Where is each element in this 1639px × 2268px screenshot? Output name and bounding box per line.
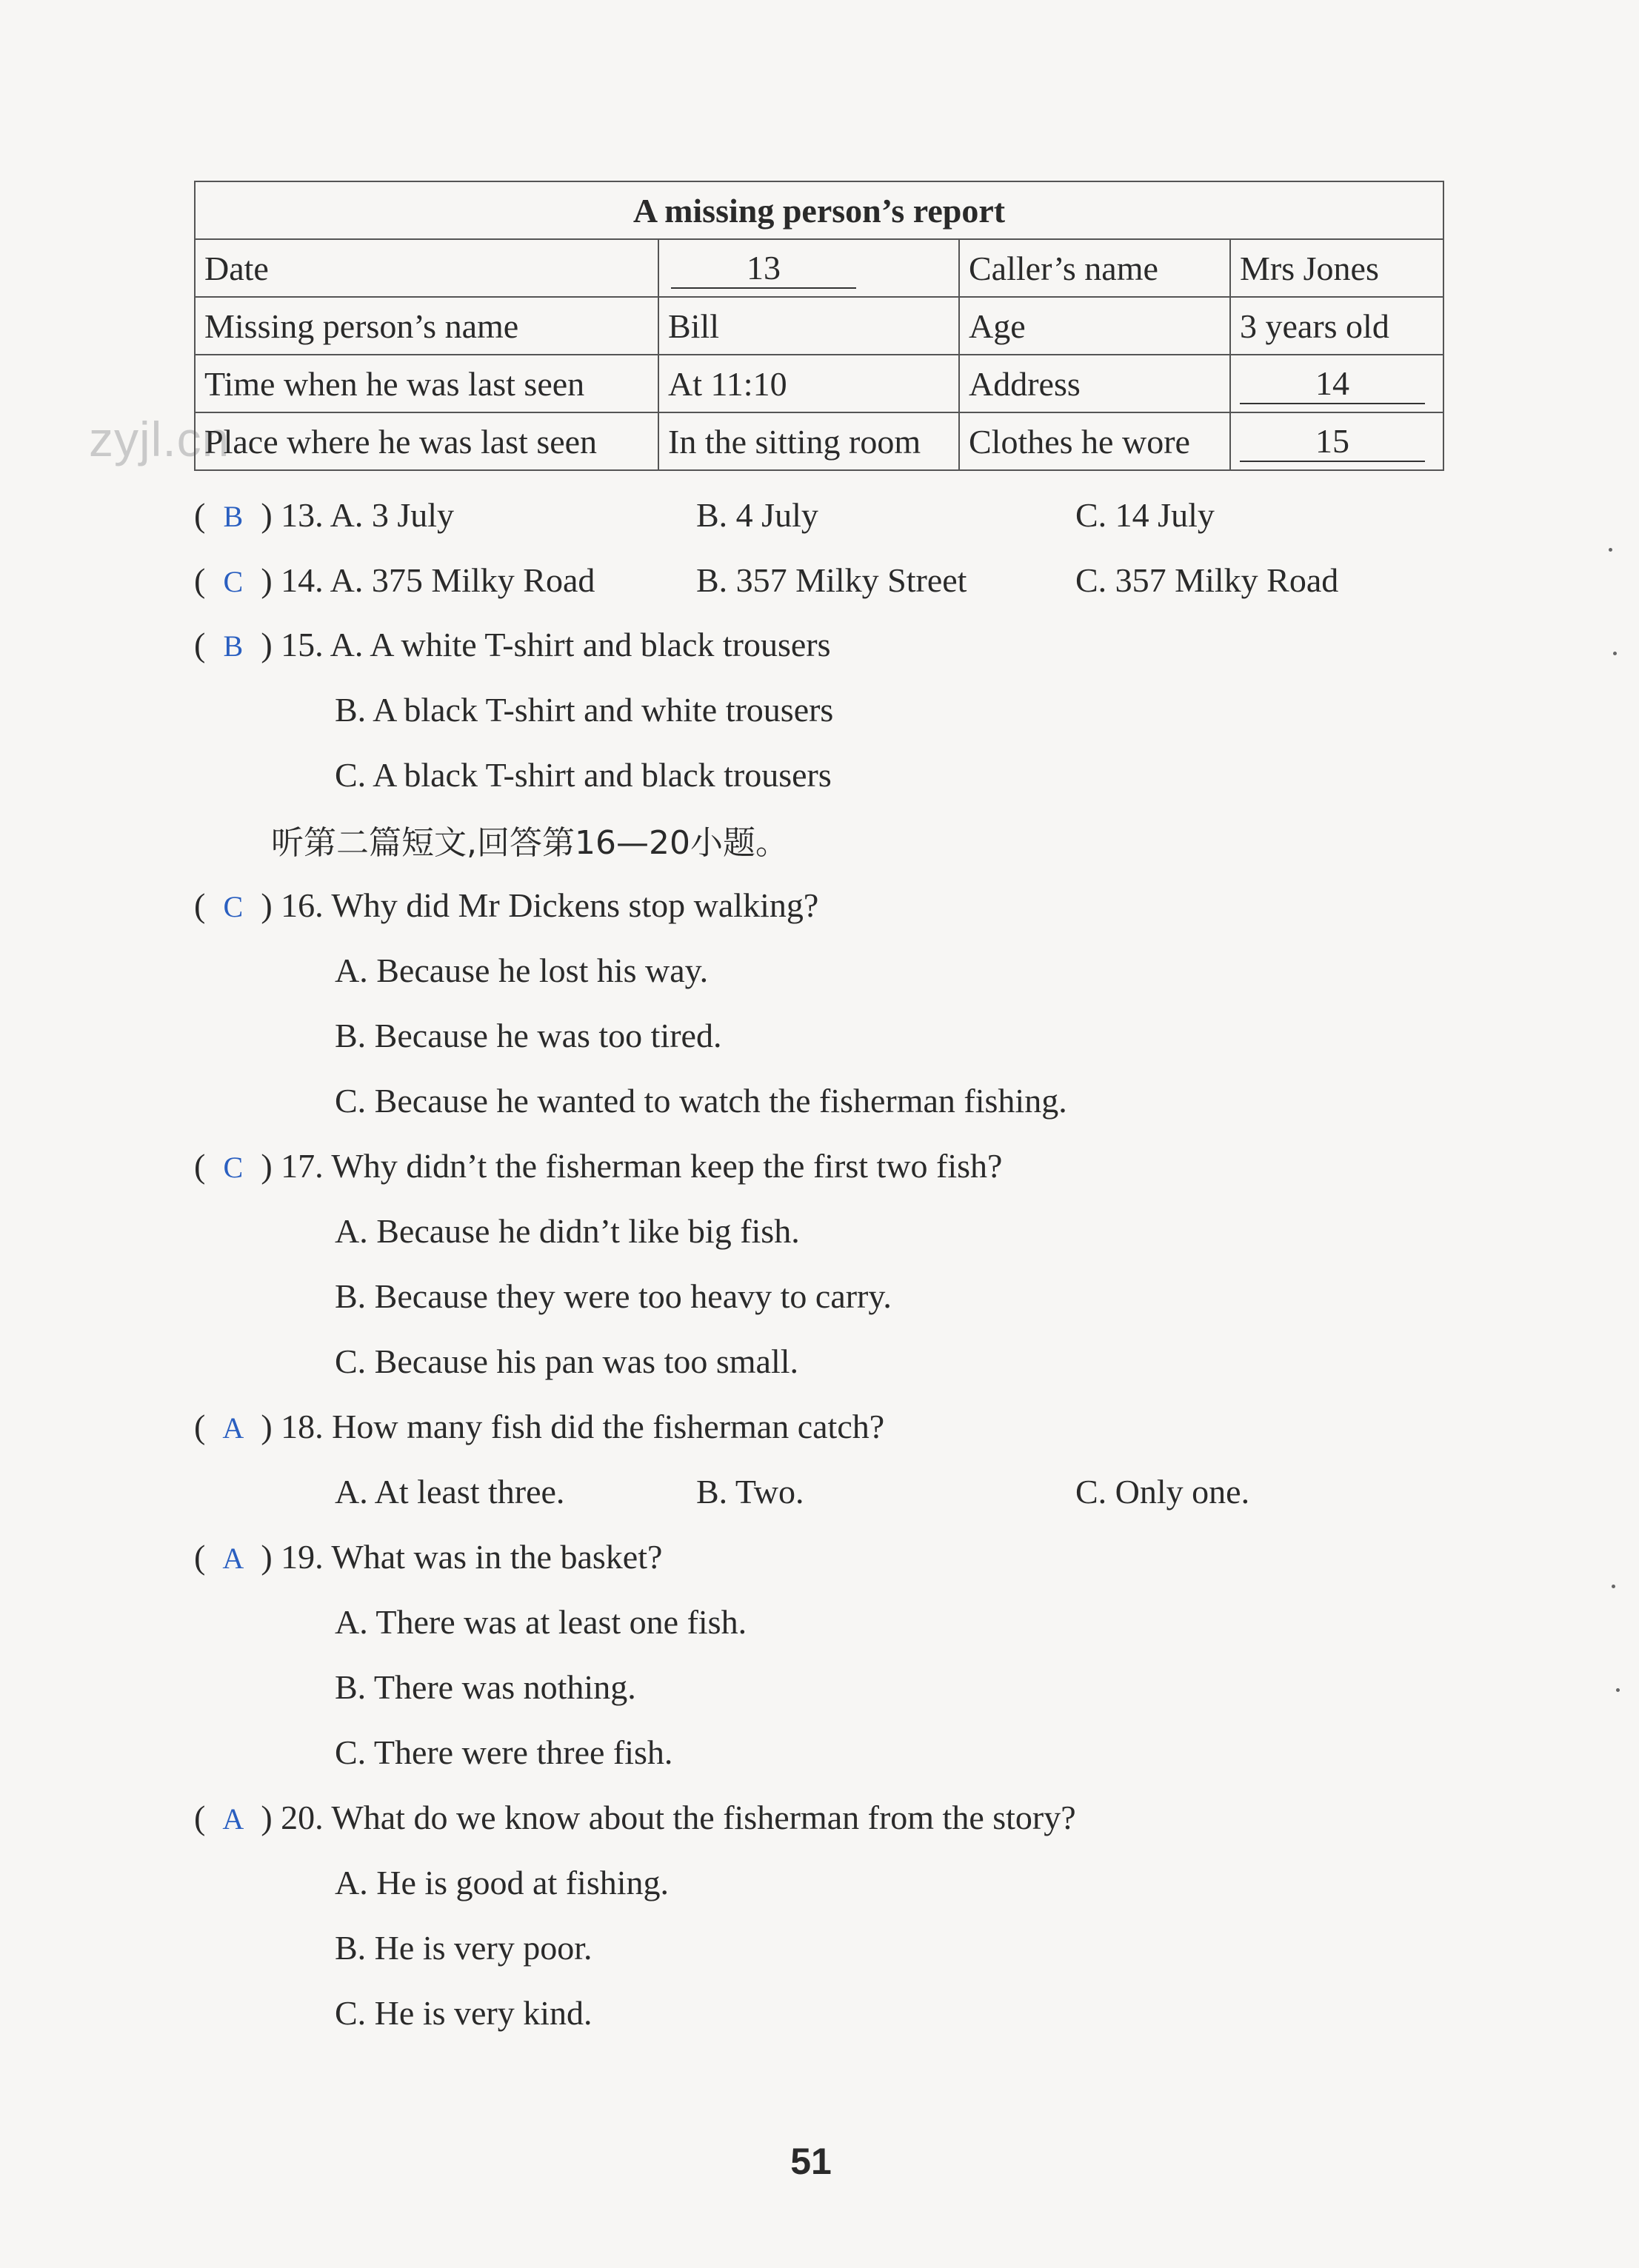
table-cell: Bill [658, 297, 959, 355]
question-15: ( B ) 15. A. A white T-shirt and black trousers [194, 624, 831, 667]
blank-13: 13 [671, 249, 856, 289]
option-b: B. Because they were too heavy to carry. [335, 1277, 892, 1315]
watermark: zyjl.cn [89, 412, 230, 466]
page-number: 51 [790, 2141, 832, 2182]
option-c: C. Only one. [1075, 1473, 1250, 1511]
question-number: 19. [281, 1538, 324, 1576]
option-c: C. 14 July [1075, 496, 1215, 534]
question-number: 16. [281, 886, 324, 924]
option-b: B. 357 Milky Street [696, 561, 967, 599]
question-number: 14. [281, 561, 324, 599]
table-cell: Age [959, 297, 1230, 355]
question-17: ( C ) 17. Why didn’t the fisherman keep the first two fish? [194, 1145, 1002, 1188]
missing-person-report-table [194, 181, 1444, 471]
table-row [195, 239, 1443, 297]
question-text: Why didn’t the fisherman keep the first two fish? [331, 1147, 1003, 1185]
table-cell [658, 239, 959, 297]
option-b: B. A black T-shirt and white trousers [335, 691, 834, 729]
option-a: A. Because he didn’t like big fish. [335, 1212, 800, 1250]
table-row [195, 355, 1443, 412]
section-instruction: 听第二篇短文,回答第16—20小题。 [271, 824, 788, 862]
table-row [195, 297, 1443, 355]
answer-mark: B [223, 500, 244, 533]
table-cell: In the sitting room [658, 412, 959, 470]
answer-mark: C [223, 1151, 244, 1184]
option-a: A. At least three. [335, 1473, 565, 1511]
table-cell [1230, 355, 1443, 412]
table-cell: Clothes he wore [959, 412, 1230, 470]
option-c: C. Because his pan was too small. [335, 1342, 799, 1380]
question-text: What was in the basket? [331, 1538, 663, 1576]
option-b: B. There was nothing. [335, 1668, 636, 1706]
question-text: What do we know about the fisherman from the story? [331, 1799, 1076, 1836]
option-a: A. Because he lost his way. [335, 951, 709, 989]
scan-speck [1612, 1585, 1615, 1588]
scan-speck [1609, 548, 1612, 552]
option-a: A. A white T-shirt and black trousers [330, 626, 831, 663]
question-number: 17. [281, 1147, 324, 1185]
scan-speck [1616, 1688, 1620, 1692]
table-title: A missing person’s report [195, 181, 1443, 239]
question-number: 20. [281, 1799, 324, 1836]
question-number: 15. [281, 626, 324, 663]
option-a: A. There was at least one fish. [335, 1603, 747, 1641]
table-cell: At 11:10 [658, 355, 959, 412]
answer-mark: A [222, 1802, 244, 1836]
table-cell [1230, 412, 1443, 470]
table-row [195, 412, 1443, 470]
option-c: C. A black T-shirt and black trousers [335, 756, 832, 794]
question-16: ( C ) 16. Why did Mr Dickens stop walking? [194, 885, 818, 928]
question-text: How many fish did the fisherman catch? [332, 1408, 885, 1445]
blank-14: 14 [1240, 364, 1425, 404]
question-text: Why did Mr Dickens stop walking? [331, 886, 819, 924]
option-c: C. Because he wanted to watch the fisherman fishing. [335, 1082, 1067, 1120]
question-13: ( B ) 13. A. 3 July [194, 495, 454, 538]
scan-speck [1613, 652, 1617, 655]
answer-mark: A [222, 1542, 244, 1575]
option-b: B. 4 July [696, 496, 818, 534]
table-cell: Time when he was last seen [195, 355, 658, 412]
option-b: B. Because he was too tired. [335, 1017, 722, 1054]
answer-mark: A [222, 1411, 244, 1445]
table-cell: Place where he was last seen [195, 412, 658, 470]
table-cell: Date [195, 239, 658, 297]
option-c: C. 357 Milky Road [1075, 561, 1339, 599]
question-20: ( A ) 20. What do we know about the fisherman from the story? [194, 1797, 1076, 1840]
table-cell: Caller’s name [959, 239, 1230, 297]
question-19: ( A ) 19. What was in the basket? [194, 1536, 662, 1579]
table-cell: 3 years old [1230, 297, 1443, 355]
table-cell: Address [959, 355, 1230, 412]
question-14: ( C ) 14. A. 375 Milky Road [194, 560, 595, 603]
option-a: A. 3 July [330, 496, 455, 534]
question-number: 13. [281, 496, 324, 534]
option-a: A. He is good at fishing. [335, 1864, 670, 1901]
answer-mark: C [223, 565, 244, 598]
question-number: 18. [281, 1408, 324, 1445]
option-a: A. 375 Milky Road [330, 561, 595, 599]
option-c: C. He is very kind. [335, 1994, 592, 2032]
table-cell: Mrs Jones [1230, 239, 1443, 297]
blank-15: 15 [1240, 422, 1425, 462]
table-cell: Missing person’s name [195, 297, 658, 355]
option-c: C. There were three fish. [335, 1733, 673, 1771]
answer-mark: B [223, 629, 244, 663]
answer-mark: C [223, 890, 244, 923]
option-b: B. He is very poor. [335, 1929, 592, 1967]
question-18: ( A ) 18. How many fish did the fisherman catch? [194, 1406, 884, 1449]
option-b: B. Two. [696, 1473, 804, 1511]
